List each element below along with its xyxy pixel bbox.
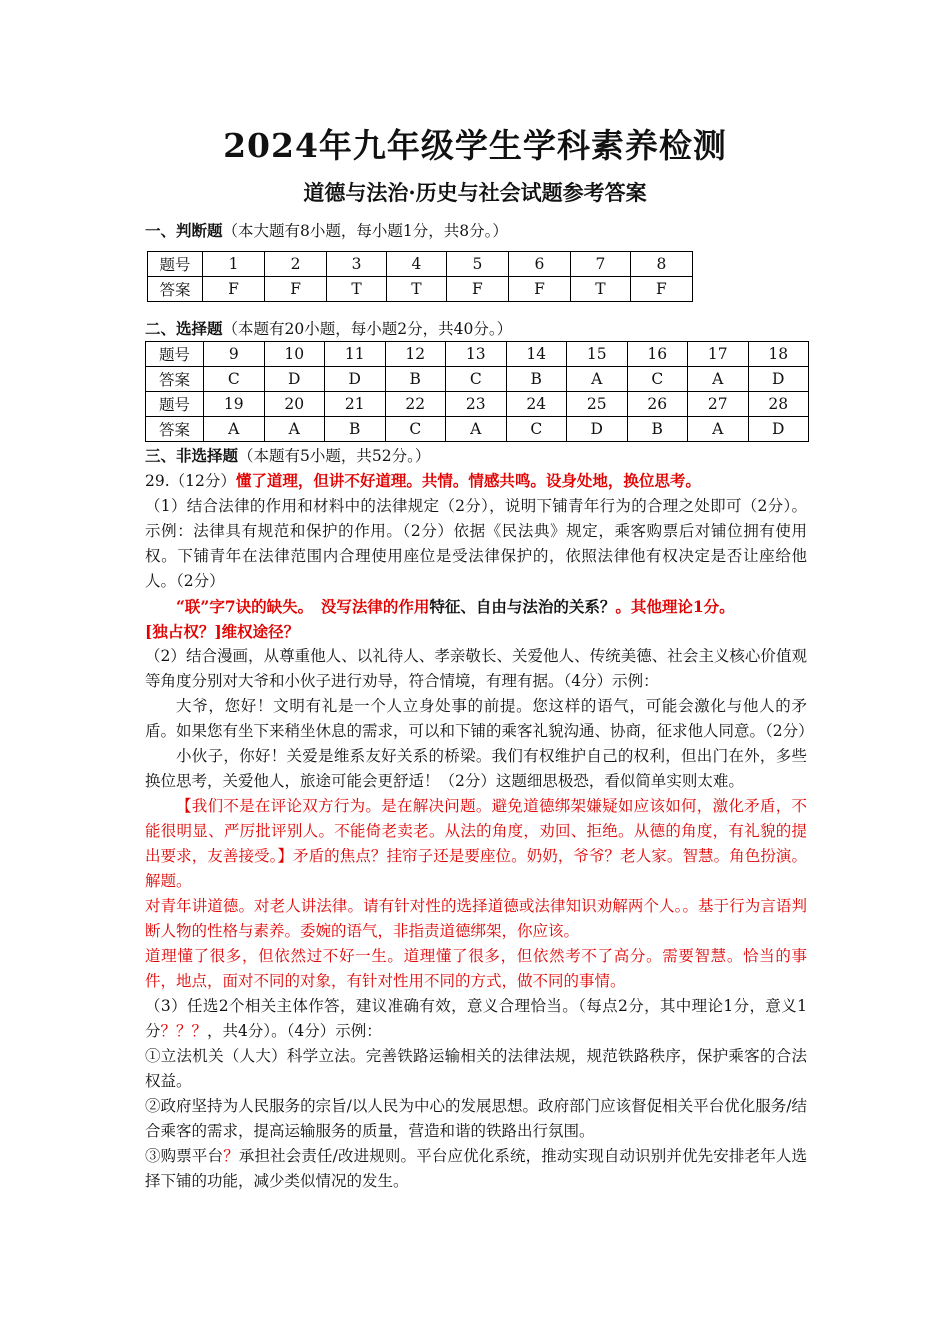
question-number: 18 — [748, 342, 809, 367]
q29-red-comment-3: 道理懂了很多，但依然过不好一生。道理懂了很多，但依然考不了高分。需要智慧。恰当的事件，地点，面对不同的对象，有针对性用不同的方式，做不同的事情。 — [145, 947, 807, 990]
question-number: 1 — [203, 252, 265, 277]
table-row — [146, 417, 809, 442]
answer-cell: A — [688, 367, 749, 392]
q29-heading — [145, 468, 807, 494]
row-label: 题号 — [146, 342, 204, 367]
question-number: 4 — [387, 252, 447, 277]
question-number: 17 — [688, 342, 749, 367]
q29-part1-remark — [145, 594, 807, 619]
question-number: 20 — [264, 392, 325, 417]
question-number: 27 — [688, 392, 749, 417]
answer-cell: F — [203, 277, 265, 302]
question-29-answer — [145, 468, 814, 1194]
answer-cell: T — [387, 277, 447, 302]
question-number: 7 — [571, 252, 631, 277]
q29-part3 — [145, 994, 807, 1044]
answer-cell: T — [327, 277, 387, 302]
section1-note: （本大题有8小题，每小题1分，共8分。） — [222, 222, 508, 240]
question-number: 9 — [204, 342, 265, 367]
section2-title: 二、选择题 — [145, 319, 223, 338]
answer-cell: B — [325, 417, 386, 442]
answer-cell: F — [265, 277, 327, 302]
answer-cell: C — [385, 417, 446, 442]
q29-part3-item-3 — [145, 1144, 807, 1194]
section3-title: 三、非选择题 — [145, 446, 239, 465]
question-number: 8 — [630, 252, 692, 277]
question-number: 28 — [748, 392, 809, 417]
answer-cell: D — [567, 417, 628, 442]
answer-cell: C — [446, 367, 507, 392]
question-number: 3 — [327, 252, 387, 277]
question-number: 10 — [264, 342, 325, 367]
row-label: 题号 — [148, 252, 203, 277]
question-number: 5 — [446, 252, 508, 277]
answer-cell: A — [264, 417, 325, 442]
question-number: 12 — [385, 342, 446, 367]
q29-part3-item-1: ①立法机关（人大）科学立法。完善铁路运输相关的法律法规，规范铁路秩序，保护乘客的合法权益。 — [145, 1047, 807, 1090]
section1-heading — [145, 219, 508, 241]
q29-part1-remark-2: [独占权？]维权途径？ — [145, 622, 300, 641]
answer-cell: A — [204, 417, 265, 442]
answer-cell: C — [204, 367, 265, 392]
page-title: 2024年九年级学生学科素养检测 — [223, 126, 727, 165]
table-row — [148, 252, 693, 277]
judgment-answer-table — [147, 251, 693, 302]
section3-heading — [145, 444, 430, 466]
section1-title: 一、判断题 — [145, 221, 223, 240]
question-number: 11 — [325, 342, 386, 367]
row-label: 答案 — [146, 417, 204, 442]
table-row — [148, 277, 693, 302]
question-number: 15 — [567, 342, 628, 367]
question-number: 19 — [204, 392, 265, 417]
table-row — [146, 367, 809, 392]
answer-cell: F — [446, 277, 508, 302]
answer-cell: D — [325, 367, 386, 392]
answer-cell: F — [630, 277, 692, 302]
answer-cell: A — [567, 367, 628, 392]
question-number: 24 — [506, 392, 567, 417]
question-number: 21 — [325, 392, 386, 417]
question-number: 2 — [265, 252, 327, 277]
part3-red-marks: ？？？ — [160, 1022, 208, 1040]
answer-cell: C — [627, 367, 688, 392]
section2-note: （本题有20小题，每小题2分，共40分。） — [222, 320, 513, 338]
choice-answer-table — [145, 341, 809, 442]
remark-black: 特征、自由与法治的关系？ — [429, 597, 616, 616]
answer-cell: B — [506, 367, 567, 392]
answer-cell: D — [264, 367, 325, 392]
question-number: 25 — [567, 392, 628, 417]
question-number: 22 — [385, 392, 446, 417]
q29-part2: （2）结合漫画，从尊重他人、以礼待人、孝亲敬长、关爱他人、传统美德、社会主义核心价值观等角度分别对大爷和小伙子进行劝导，符合情境，有理有据。（4分）示例： — [145, 647, 807, 690]
remark-red-b: 。其他理论1分。 — [615, 597, 735, 616]
answer-cell: T — [571, 277, 631, 302]
question-number: 14 — [506, 342, 567, 367]
table-row — [146, 392, 809, 417]
table-row — [146, 342, 809, 367]
part3-text-b: ，共4分）。（4分）示例： — [207, 1022, 382, 1040]
item3-red-mark: ？ — [223, 1147, 239, 1165]
answer-cell: F — [508, 277, 570, 302]
section2-heading — [145, 317, 512, 339]
q29-red-comment-1: 【我们不是在评论双方行为。是在解决问题。避免道德绑架嫌疑如应该如何，激化矛盾，不能很明显、严厉批评别人。不能倚老卖老。从法的角度，劝回、拒绝。从德的角度，有礼貌的提出要求，友善接受。】矛盾的焦点？挂帘子还是要座位。奶奶，爷爷？老人家。智慧。角色扮演。解题。 — [145, 797, 807, 890]
answer-cell: A — [446, 417, 507, 442]
answer-cell: D — [748, 367, 809, 392]
answer-cell: B — [385, 367, 446, 392]
page-subtitle: 道德与法治·历史与社会试题参考答案 — [303, 180, 647, 205]
q29-part2-example-a: 大爷，您好！文明有礼是一个人立身处事的前提。您这样的语气，可能会激化与他人的矛盾。如果您有坐下来稍坐休息的需求，可以和下铺的乘客礼貌沟通、协商，征求他人同意。（2分） — [145, 697, 814, 740]
section3-note: （本题有5小题，共52分。） — [238, 447, 431, 465]
answer-cell: B — [627, 417, 688, 442]
part3-text-a: （3）任选2个相关主体作答，建议准确有效，意义合理恰当。（每点2分，其中理论1分，意义1分 — [145, 997, 807, 1040]
item3-text-b: 承担社会责任/改进规则。平台应优化系统，推动实现自动识别并优先安排老年人选择下铺的功能，减少类似情况的发生。 — [145, 1147, 807, 1190]
q29-part1: （1）结合法律的作用和材料中的法律规定（2分），说明下铺青年行为的合理之处即可（2分）。示例：法律具有规范和保护的作用。（2分）依据《民法典》规定，乘客购票后对铺位拥有使用权。下铺青年在法律范围内合理使用座位是受法律保护的，依照法律他有权决定是否让座给他人。（2分） — [145, 497, 807, 590]
question-number: 16 — [627, 342, 688, 367]
row-label: 答案 — [146, 367, 204, 392]
question-number: 26 — [627, 392, 688, 417]
q29-part2-example-b: 小伙子，你好！关爱是维系友好关系的桥梁。我们有权维护自己的权利，但出门在外，多些换位思考，关爱他人，旅途可能会更舒适！（2分）这题细思极恐，看似简单实则太难。 — [145, 747, 807, 790]
q29-red-note: 懂了道理，但讲不好道理。共情。情感共鸣。设身处地，换位思考。 — [235, 471, 701, 490]
question-number: 13 — [446, 342, 507, 367]
answer-cell: A — [688, 417, 749, 442]
row-label: 答案 — [148, 277, 203, 302]
row-label: 题号 — [146, 392, 204, 417]
q29-number: 29.（12分） — [145, 472, 236, 490]
q29-part3-item-2: ②政府坚持为人民服务的宗旨/以人民为中心的发展思想。政府部门应该督促相关平台优化服务/结合乘客的需求，提高运输服务的质量，营造和谐的铁路出行氛围。 — [145, 1097, 807, 1140]
remark-red-a: “联”字7诀的缺失。 没写法律的作用 — [176, 597, 430, 616]
q29-red-comment-2: 对青年讲道德。对老人讲法律。请有针对性的选择道德或法律知识劝解两个人。。基于行为言语判断人物的性格与素养。委婉的语气，非指责道德绑架，你应该。 — [145, 897, 807, 940]
question-number: 23 — [446, 392, 507, 417]
item3-text-a: ③购票平台 — [145, 1147, 224, 1165]
answer-cell: C — [506, 417, 567, 442]
answer-cell: D — [748, 417, 809, 442]
question-number: 6 — [508, 252, 570, 277]
